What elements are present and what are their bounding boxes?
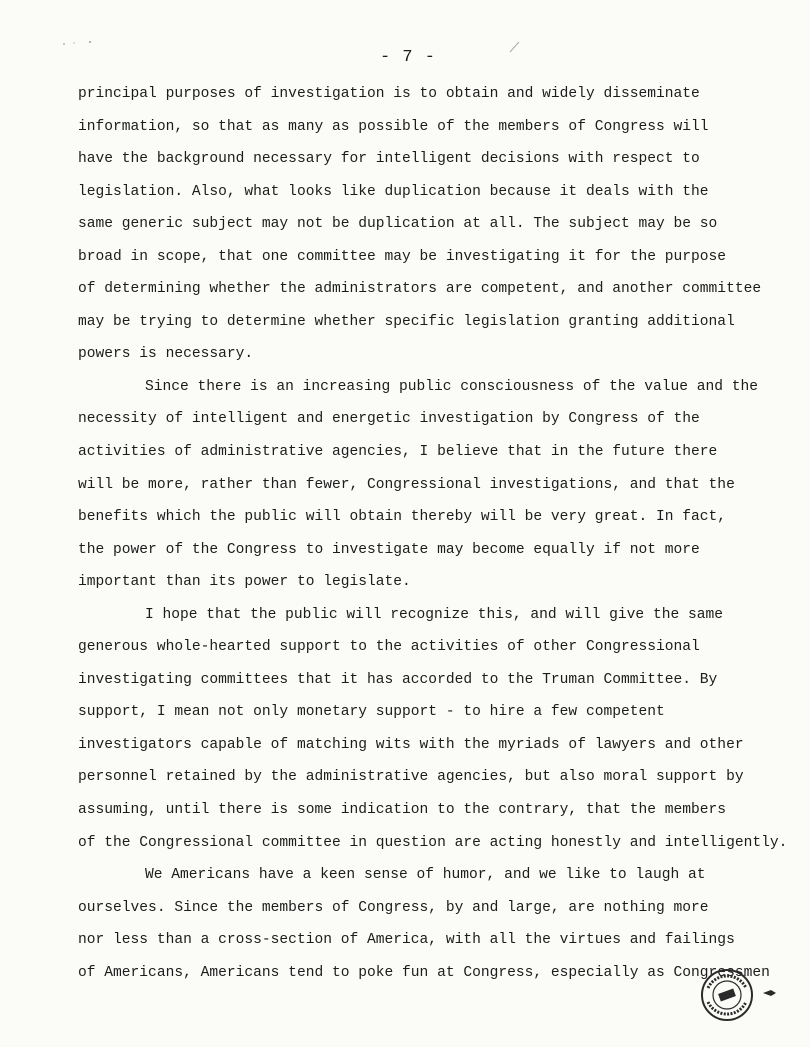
paragraph-1 <box>78 78 790 371</box>
text-line: legislation. Also, what looks like duplication because it deals with the <box>78 183 709 200</box>
text-line: information, so that as many as possible of the members of Congress will <box>78 118 709 135</box>
text-line: I hope that the public will recognize this, and will give the same <box>145 606 724 623</box>
text-line: of the Congressional committee in question are acting honestly and intelligently. <box>78 834 788 851</box>
text-line: assuming, until there is some indication to the contrary, that the members <box>78 802 727 819</box>
text-line: will be more, rather than fewer, Congressional investigations, and that the <box>78 476 735 493</box>
stamp-mark <box>762 988 778 998</box>
text-line: broad in scope, that one committee may be investigating it for the purpose <box>78 248 727 265</box>
paragraph-4 <box>78 859 790 989</box>
text-line: same generic subject may not be duplication at all. The subject may be so <box>78 216 718 233</box>
text-line: investigators capable of matching wits with the myriads of lawyers and other <box>78 736 744 753</box>
text-line: investigating committees that it has accorded to the Truman Committee. By <box>78 671 718 688</box>
text-line: Since there is an increasing public consciousness of the value and the <box>145 378 759 395</box>
paragraph-2 <box>78 371 790 599</box>
text-line: principal purposes of investigation is to obtain and widely disseminate <box>78 86 700 102</box>
page-number: - 7 - <box>380 48 437 67</box>
text-line: important than its power to legislate. <box>78 574 411 591</box>
text-line: the power of the Congress to investigate may become equally if not more <box>78 541 700 558</box>
truman-library-stamp <box>700 968 754 1022</box>
text-line: benefits which the public will obtain thereby will be very great. In fact, <box>78 509 727 526</box>
text-line: activities of administrative agencies, I believe that in the future there <box>78 444 718 461</box>
text-line: ourselves. Since the members of Congress, by and large, are nothing more <box>78 899 709 916</box>
text-line: necessity of intelligent and energetic investigation by Congress of the <box>78 411 700 428</box>
text-line: powers is necessary. <box>78 346 254 363</box>
scan-tick-top-right <box>508 40 522 54</box>
paragraph-3 <box>78 599 790 859</box>
text-line: We Americans have a keen sense of humor, and we like to laugh at <box>145 867 706 884</box>
scan-speck-top-left <box>60 38 100 50</box>
text-line: nor less than a cross-section of America, with all the virtues and failings <box>78 932 735 949</box>
text-line: may be trying to determine whether specific legislation granting additional <box>78 313 735 330</box>
document-body <box>78 78 790 989</box>
text-line: of determining whether the administrators are competent, and another committee <box>78 281 762 298</box>
text-line: personnel retained by the administrative agencies, but also moral support by <box>78 769 744 786</box>
text-line: support, I mean not only monetary support - to hire a few competent <box>78 704 665 721</box>
text-line: of Americans, Americans tend to poke fun at Congress, especially as Congressmen <box>78 964 770 981</box>
text-line: have the background necessary for intelligent decisions with respect to <box>78 151 700 168</box>
text-line: generous whole-hearted support to the activities of other Congressional <box>78 639 700 656</box>
